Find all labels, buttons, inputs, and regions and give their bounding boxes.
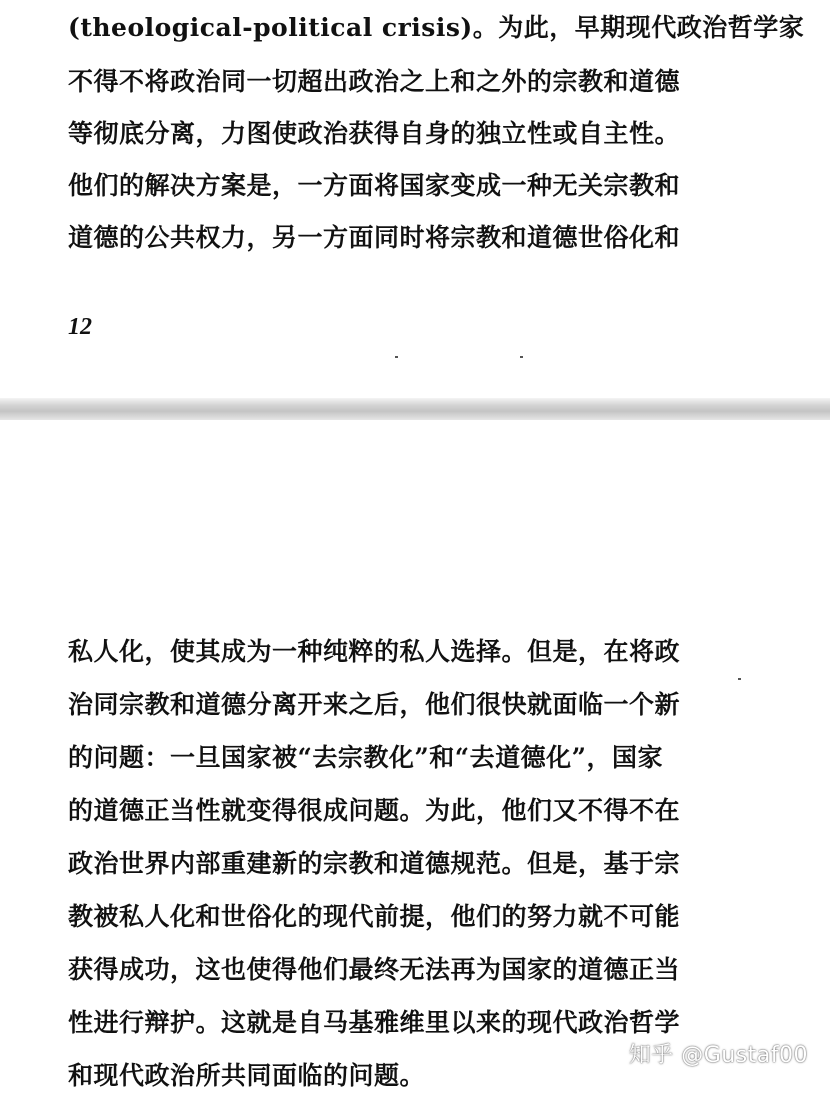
- bottom-page: [0, 420, 830, 1093]
- text-line: 教被私人化和世俗化的现代前提，他们的努力就不可能: [68, 902, 681, 931]
- text-line: 私人化，使其成为一种纯粹的私人选择。但是，在将政: [68, 637, 681, 666]
- watermark: 知乎 @Gustaf00: [628, 1043, 808, 1068]
- scan-speck: [738, 678, 741, 680]
- text-line: 道德的公共权力，另一方面同时将宗教和道德世俗化和: [68, 223, 681, 252]
- text-line: 不得不将政治同一切超出政治之上和之外的宗教和道德: [68, 67, 681, 96]
- text-line: 治同宗教和道德分离开来之后，他们很快就面临一个新: [68, 690, 681, 719]
- top-page: [0, 0, 830, 398]
- text-line: 他们的解决方案是，一方面将国家变成一种无关宗教和: [68, 171, 681, 200]
- bottom-page-text: [68, 625, 726, 1102]
- scan-speck: [395, 356, 398, 358]
- page-separator: [0, 398, 830, 420]
- page-number: 12: [68, 314, 92, 340]
- text-line: 的道德正当性就变得很成问题。为此，他们又不得不在: [68, 796, 681, 825]
- text-line: 和现代政治所共同面临的问题。: [68, 1061, 426, 1090]
- text-line: 性进行辩护。这就是自马基雅维里以来的现代政治哲学: [68, 1008, 681, 1037]
- text-line: 获得成功，这也使得他们最终无法再为国家的道德正当: [68, 955, 681, 984]
- text-line: 的问题：一旦国家被“去宗教化”和“去道德化”，国家: [68, 743, 664, 772]
- text-line: (theological-political crisis)。为此，早期现代政治哲学家: [68, 13, 805, 42]
- scan-speck: [520, 356, 523, 358]
- text-line: 等彻底分离，力图使政治获得自身的独立性或自主性。: [68, 119, 681, 148]
- text-line: 政治世界内部重建新的宗教和道德规范。但是，基于宗: [68, 849, 681, 878]
- top-page-text: [68, 0, 805, 264]
